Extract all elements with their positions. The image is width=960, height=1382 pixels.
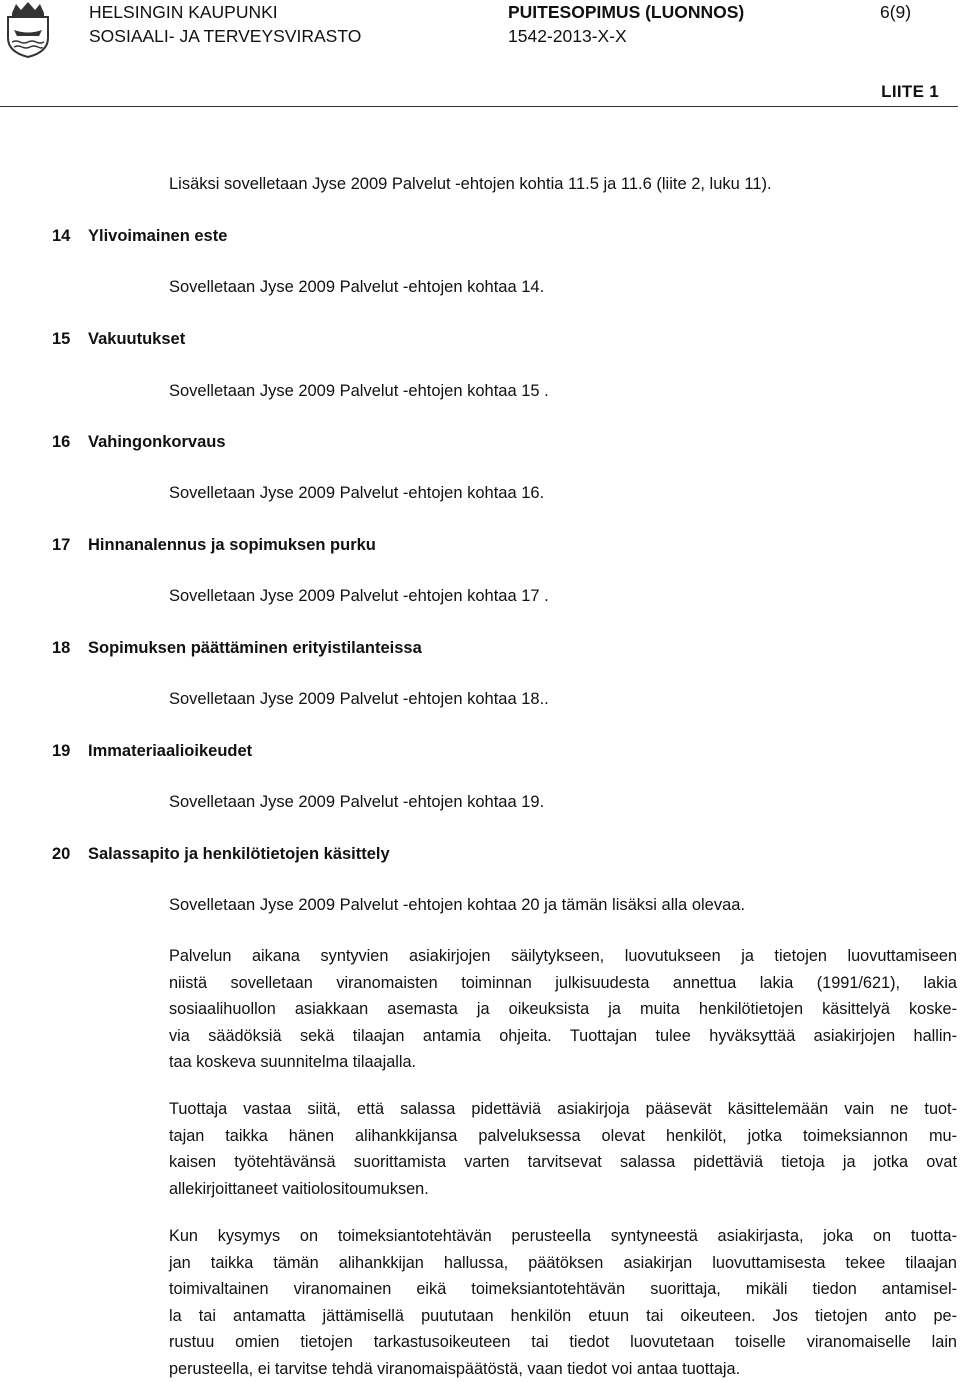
paragraph-line: Kun kysymys on toimeksiantotehtävän perusteella syntyneestä asiakirjasta, joka on tuotta- [169,1223,957,1250]
paragraph-line: via säädöksiä sekä tilaajan antamia ohjeita. Tuottajan tulee hyväksyttää asiakirjojen hallin- [169,1023,957,1050]
section-title: Vahingonkorvaus [88,432,226,452]
section-text: Sovelletaan Jyse 2009 Palvelut -ehtojen kohtaa 20 ja tämän lisäksi alla olevaa. [169,895,745,915]
paragraph-line: Palvelun aikana syntyvien asiakirjojen säilytykseen, luovutukseen ja tietojen luovuttamiseen [169,943,957,970]
paragraph-line: la tai antamatta jättämisellä puututaan henkilön etuun tai oikeuteen. Jos tietojen anto pe- [169,1303,957,1330]
section-title: Ylivoimainen este [88,226,227,246]
paragraph-line: allekirjoittaneet vaitiolositoumuksen. [169,1176,957,1203]
organization-block [89,2,361,50]
annex-label: LIITE 1 [881,82,939,102]
section-text: Sovelletaan Jyse 2009 Palvelut -ehtojen kohtaa 15 . [169,381,549,401]
organization-name: HELSINGIN KAUPUNKI [89,2,361,26]
section-number: 14 [52,226,70,246]
paragraph-line: tajan taikka hänen alihankkijansa palveluksessa olevat henkilöt, jotka toimeksiannon mu- [169,1123,957,1150]
paragraph-line: niistä sovelletaan viranomaisten toiminnan julkisuudesta annettua lakia (1991/621), lakia [169,970,957,997]
section-number: 16 [52,432,70,452]
section-number: 18 [52,638,70,658]
paragraph-line: sosiaalihuollon asiakkaan asemasta ja oikeuksista ja muita henkilötietojen käsittelyä koske- [169,996,957,1023]
document-title: PUITESOPIMUS (LUONNOS) [508,2,744,26]
paragraph [169,1096,957,1202]
paragraph-line: perusteella, ei tarvitse tehdä viranomaispäätöstä, vaan tiedot voi antaa tuottaja. [169,1356,957,1382]
helsinki-crest-icon [2,0,54,58]
section-text: Sovelletaan Jyse 2009 Palvelut -ehtojen kohtaa 17 . [169,586,549,606]
paragraph-line: Tuottaja vastaa siitä, että salassa pidettäviä asiakirjoja pääsevät käsittelemään vain ne tuot- [169,1096,957,1123]
section-number: 20 [52,844,70,864]
section-number: 15 [52,329,70,349]
paragraph [169,943,957,1076]
section-title: Salassapito ja henkilötietojen käsittely [88,844,390,864]
section-title: Hinnanalennus ja sopimuksen purku [88,535,376,555]
section-text: Sovelletaan Jyse 2009 Palvelut -ehtojen kohtaa 18.. [169,689,549,709]
paragraph-line: kaisen työtehtävänsä suorittamista varten tarvitsevat salassa pidettäviä tietoja ja jotka ovat [169,1149,957,1176]
section-title: Immateriaalioikeudet [88,741,252,761]
intro-text: Lisäksi sovelletaan Jyse 2009 Palvelut -ehtojen kohtia 11.5 ja 11.6 (liite 2, luku 11). [169,174,772,194]
section-number: 19 [52,741,70,761]
page-header [0,0,960,110]
document-block [508,2,744,50]
section-text: Sovelletaan Jyse 2009 Palvelut -ehtojen kohtaa 19. [169,792,544,812]
paragraph-line: jan taikka tämän alihankkijan hallussa, päätöksen asiakirjan luovuttamisesta tekee tilaajan [169,1250,957,1277]
paragraph-line: toimivaltainen viranomainen eikä toimeksiantotehtävän suorittaja, mikäli tiedon antamisel- [169,1276,957,1303]
paragraph-line: rustuu omien tietojen tarkastusoikeuteen tai tiedot luovutetaan toiselle viranomaiselle lain [169,1329,957,1356]
section-text: Sovelletaan Jyse 2009 Palvelut -ehtojen kohtaa 16. [169,483,544,503]
section-title: Sopimuksen päättäminen erityistilanteissa [88,638,422,658]
section-number: 17 [52,535,70,555]
page-number: 6(9) [880,2,911,23]
document-number: 1542-2013-X-X [508,26,744,50]
department-name: SOSIAALI- JA TERVEYSVIRASTO [89,26,361,50]
paragraph-line: taa koskeva suunnitelma tilaajalla. [169,1049,957,1076]
header-divider [0,106,958,107]
section-title: Vakuutukset [88,329,185,349]
section-text: Sovelletaan Jyse 2009 Palvelut -ehtojen kohtaa 14. [169,277,544,297]
paragraph [169,1223,957,1382]
